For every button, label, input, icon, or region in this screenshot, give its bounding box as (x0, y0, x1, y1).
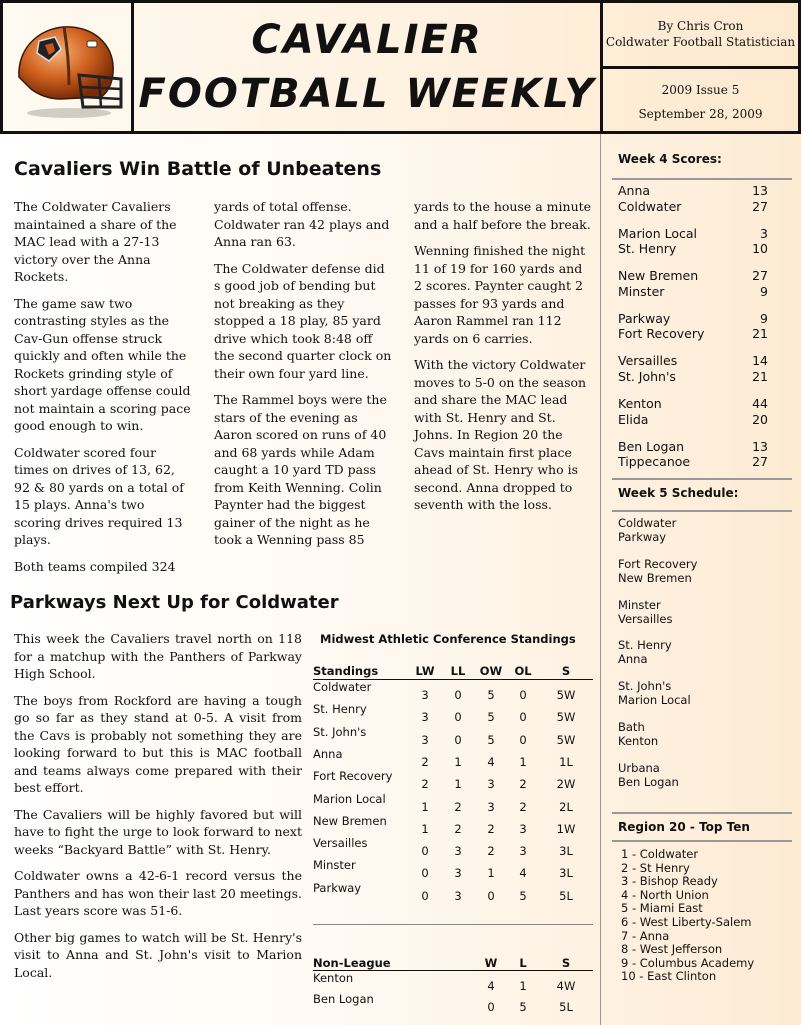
story1-column1 (14, 198, 194, 584)
standings-value: 0 (487, 888, 495, 903)
score-value: 27 (752, 454, 768, 470)
score-value: 13 (752, 183, 768, 198)
schedule-game (618, 516, 676, 544)
topten-item: 8 - West Jefferson (621, 942, 723, 957)
standings-value: 3 (454, 888, 462, 903)
score-row (618, 454, 768, 470)
score-value: 44 (752, 396, 768, 411)
schedule-team: Ben Logan (618, 774, 679, 789)
nonleague-value: 1 (519, 979, 527, 993)
nonleague-team: Ben Logan (313, 992, 374, 1006)
schedule-game (618, 598, 672, 626)
score-team: Parkway (618, 310, 671, 326)
issue-number: 2009 Issue 5 (661, 83, 740, 97)
standings-value: 1 (421, 799, 429, 814)
standings-team: New Bremen (313, 813, 387, 828)
standings-value: 5 (519, 888, 527, 903)
score-team: New Bremen (618, 268, 699, 284)
standings-value: 2 (519, 799, 527, 814)
score-team: Marion Local (618, 225, 697, 241)
standings-value: 0 (421, 888, 429, 903)
divider (313, 970, 593, 971)
score-value: 13 (752, 438, 768, 454)
standings-value: 2 (421, 777, 429, 792)
score-row (618, 268, 768, 284)
standings-header: OL (514, 664, 532, 678)
scores-title: Week 4 Scores: (618, 152, 722, 166)
score-value: 20 (752, 411, 768, 427)
topten-item: 3 - Bishop Ready (621, 874, 718, 889)
paragraph: Coldwater owns a 42-6-1 record versus the Panthers and has won their last 20 meetings. Last years score was 51-6. (14, 868, 302, 918)
score-row (618, 226, 768, 242)
nonleague-value: 5 (519, 1000, 527, 1014)
divider (313, 924, 593, 925)
standings-value: 3 (519, 821, 527, 836)
nonleague-value: 0 (487, 1000, 495, 1014)
score-value: 3 (760, 225, 768, 241)
standings-team: St. Henry (313, 702, 367, 717)
standings-team: Coldwater (313, 680, 372, 694)
standings-value: 2W (556, 777, 576, 792)
score-team: St. Henry (618, 241, 677, 257)
standings-header: LL (450, 664, 466, 678)
standings-value: 2 (421, 754, 429, 769)
standings-value: 5W (556, 710, 576, 725)
score-value: 9 (760, 310, 768, 326)
standings-header: OW (479, 664, 503, 678)
paragraph: The Coldwater Cavaliers maintained a share of the MAC lead with a 27-13 victory over the Anna Rockets. (14, 199, 177, 284)
topten-item: 9 - Columbus Academy (621, 955, 755, 970)
standings-value: 5 (487, 710, 495, 725)
score-team: Ben Logan (618, 438, 685, 454)
topten-list (621, 848, 754, 984)
nonleague-value: 5L (559, 1000, 573, 1014)
standings-value: 0 (454, 732, 462, 747)
paragraph: The game saw two contrasting styles as the Cav-Gun offense struck quickly and often while the Rockets grinding style of short yardage offense could not maintain a scoring pace good enough to win. (14, 295, 191, 433)
standings-value: 3L (559, 844, 573, 859)
logo-box (3, 3, 134, 131)
schedule-game (618, 638, 672, 666)
score-row (618, 369, 768, 385)
masthead (0, 0, 801, 134)
topten-title: Region 20 - Top Ten (618, 820, 750, 834)
divider (612, 812, 792, 814)
standings-value: 1 (454, 754, 462, 769)
score-row (618, 396, 768, 412)
standings-team: St. John's (313, 724, 367, 739)
standings-value: 1 (519, 754, 527, 769)
standings-value: 3 (421, 732, 429, 747)
topten-item: 2 - St Henry (621, 860, 690, 875)
standings-value: 3 (454, 844, 462, 859)
paragraph: Both teams compiled 324 (14, 558, 176, 574)
schedule-game (618, 761, 679, 789)
standings-value: 3 (487, 777, 495, 792)
standings-header: Standings (313, 664, 379, 678)
paragraph: The Coldwater defense did s good job of bending but not breaking as they stopped a 18 play, 85 yard drive which took 8:48 off the second quarter clock on their own four yard line. (214, 260, 392, 381)
story2-body (14, 630, 302, 990)
title-box (134, 3, 603, 131)
issue-date: September 28, 2009 (638, 107, 763, 121)
schedule-team: Fort Recovery (618, 556, 698, 571)
score-row (618, 183, 768, 199)
score-team: Versailles (618, 353, 678, 369)
score-value: 21 (752, 326, 768, 342)
masthead-title-line1: CAVALIER (251, 17, 483, 63)
score-row (618, 311, 768, 327)
score-row (618, 353, 768, 369)
standings-value: 2 (454, 821, 462, 836)
schedule-team: Bath (618, 720, 645, 734)
schedule-team: Versailles (618, 611, 673, 626)
standings-value: 0 (454, 710, 462, 725)
schedule-team: New Bremen (618, 570, 692, 585)
standings-value: 1 (487, 866, 495, 881)
schedule-team: Minster (618, 597, 661, 612)
paragraph: With the victory Coldwater moves to 5-0 on the season and share the MAC lead with St. Henry and St. Johns. In Region 20 the Cavs maintain first place ahead of St. Henry who is second. Anna dropped to seventh with the loss. (414, 357, 587, 512)
divider (612, 840, 792, 842)
standings-value: 4 (519, 866, 527, 881)
standings-team: Versailles (313, 836, 368, 851)
standings-value: 2 (519, 777, 527, 792)
standings-value: 1L (559, 754, 573, 769)
schedule-game (618, 679, 691, 707)
score-row (618, 241, 768, 257)
score-team: Elida (618, 411, 649, 427)
standings-value: 0 (519, 710, 527, 725)
paragraph: This week the Cavaliers travel north on 118 for a matchup with the Panthers of Parkway High School. (14, 631, 302, 681)
standings-value: 0 (454, 688, 462, 702)
nonleague-header: S (561, 956, 571, 970)
score-team: Anna (618, 183, 651, 198)
score-value: 21 (752, 368, 768, 384)
divider (612, 478, 792, 480)
schedule-team: Parkway (618, 530, 667, 544)
sidebar (600, 134, 801, 1025)
standings-value: 2 (487, 844, 495, 859)
schedule-team: Urbana (618, 760, 660, 775)
score-row (618, 284, 768, 300)
schedule-team: Anna (618, 652, 648, 667)
byline-author: By Chris Cron (657, 19, 744, 33)
standings-value: 4 (487, 754, 495, 769)
score-value: 9 (760, 283, 768, 299)
issue-info (603, 72, 798, 131)
topten-item: 10 - East Clinton (621, 969, 717, 984)
standings-value: 2 (487, 821, 495, 836)
paragraph: The Rammel boys were the stars of the evening as Aaron scored on runs of 40 and 68 yards while Adam caught a 10 yard TD pass from Keith Wenning. Colin Paynter had the biggest gainer of the night as he took a Wenning pass 85 (214, 392, 387, 547)
score-value: 27 (752, 268, 768, 284)
standings-value: 1 (421, 821, 429, 836)
standings-value: 0 (519, 688, 527, 702)
score-row (618, 199, 768, 215)
standings-value: 3L (559, 866, 573, 881)
nonleague-value: 4W (556, 979, 576, 993)
schedule-game (618, 557, 697, 585)
story1-headline: Cavaliers Win Battle of Unbeatens (14, 158, 382, 180)
divider (612, 178, 792, 180)
byline (603, 3, 798, 69)
standings-value: 5 (487, 732, 495, 747)
schedule-team: St. John's (618, 679, 672, 694)
score-team: Tippecanoe (618, 454, 691, 470)
standings-value: 1 (454, 777, 462, 792)
topten-item: 5 - Miami East (621, 901, 703, 916)
story2-headline: Parkways Next Up for Coldwater (10, 592, 339, 613)
standings-value: 0 (421, 866, 429, 881)
score-team: Fort Recovery (618, 326, 705, 342)
nonleague-header: L (519, 956, 527, 970)
schedule-title: Week 5 Schedule: (618, 486, 739, 500)
standings-value: 3 (421, 710, 429, 725)
standings-value: 0 (421, 844, 429, 859)
topten-item: 1 - Coldwater (621, 847, 699, 861)
topten-item: 4 - North Union (621, 887, 709, 902)
standings-value: 0 (519, 732, 527, 747)
paragraph: Wenning finished the night 11 of 19 for 160 yards and 2 scores. Paynter caught 2 passes for 93 yards and Aaron Rammel ran 112 yards on 6 carries. (414, 243, 586, 346)
score-row (618, 326, 768, 342)
standings-value: 3 (487, 799, 495, 814)
nonleague-value: 4 (487, 979, 495, 993)
story1-column2 (214, 198, 394, 558)
schedule-team: St. Henry (618, 638, 672, 653)
nonleague-header: Non-League (313, 956, 391, 970)
story1-column3 (414, 198, 592, 523)
schedule-team: Kenton (618, 734, 659, 748)
score-row (618, 412, 768, 428)
schedule-game (618, 720, 658, 748)
standings-value: 3 (519, 844, 527, 859)
score-team: Kenton (618, 396, 662, 411)
standings-team: Parkway (313, 880, 362, 895)
standings-value: 5L (559, 888, 573, 903)
schedule-team: Marion Local (618, 693, 691, 708)
standings-value: 1W (556, 821, 576, 836)
schedule-team: Coldwater (618, 516, 677, 530)
paragraph: The Cavaliers will be highly favored but will have to fight the urge to look forward to next weeks “Backyard Battle” with St. Henry. (14, 806, 302, 857)
byline-role: Coldwater Football Statistician (605, 35, 796, 49)
divider (612, 510, 792, 512)
standings-header: S (561, 664, 571, 678)
standings-value: 2 (454, 799, 462, 814)
standings-team: Anna (313, 746, 343, 761)
score-team: Coldwater (618, 198, 682, 214)
standings-value: 5 (487, 688, 495, 702)
standings-value: 5W (556, 732, 576, 747)
standings-value: 3 (421, 688, 429, 702)
standings-team: Minster (313, 858, 356, 873)
football-helmet-icon (9, 15, 129, 125)
score-value: 10 (752, 241, 768, 257)
standings-team: Fort Recovery (313, 769, 393, 784)
nonleague-team: Kenton (313, 971, 354, 985)
standings-value: 5W (556, 688, 576, 702)
paragraph: yards of total offense. Coldwater ran 42 plays and Anna ran 63. (214, 199, 390, 249)
masthead-title-line2: FOOTBALL WEEKLY (138, 71, 596, 117)
topten-item: 6 - West Liberty-Salem (621, 914, 752, 929)
paragraph: Coldwater scored four times on drives of 13, 62, 92 & 80 yards on a total of 15 plays. Anna's two scoring drives required 13 plays. (14, 444, 184, 547)
score-team: Minster (618, 283, 665, 299)
score-team: St. John's (618, 368, 676, 384)
standings-value: 2L (559, 799, 573, 814)
standings-header: LW (415, 664, 435, 678)
topten-item: 7 - Anna (621, 928, 670, 943)
paragraph: Other big games to watch will be St. Henry's visit to Anna and St. John's visit to Marion Local. (14, 929, 302, 980)
standings-value: 3 (454, 866, 462, 881)
standings-team: Marion Local (313, 791, 386, 806)
nonleague-header: W (484, 956, 498, 970)
paragraph: The boys from Rockford are having a tough go so far as they stand at 0-5. A visit from the Cavs is probably not something they are looking forward to but this is MAC football and teams always come prepared with their best effort. (14, 692, 302, 795)
score-value: 14 (752, 353, 768, 369)
standings-title: Midwest Athletic Conference Standings (320, 632, 576, 646)
score-row (618, 439, 768, 455)
score-value: 27 (752, 198, 768, 214)
paragraph: yards to the house a minute and a half before the break. (414, 199, 592, 232)
